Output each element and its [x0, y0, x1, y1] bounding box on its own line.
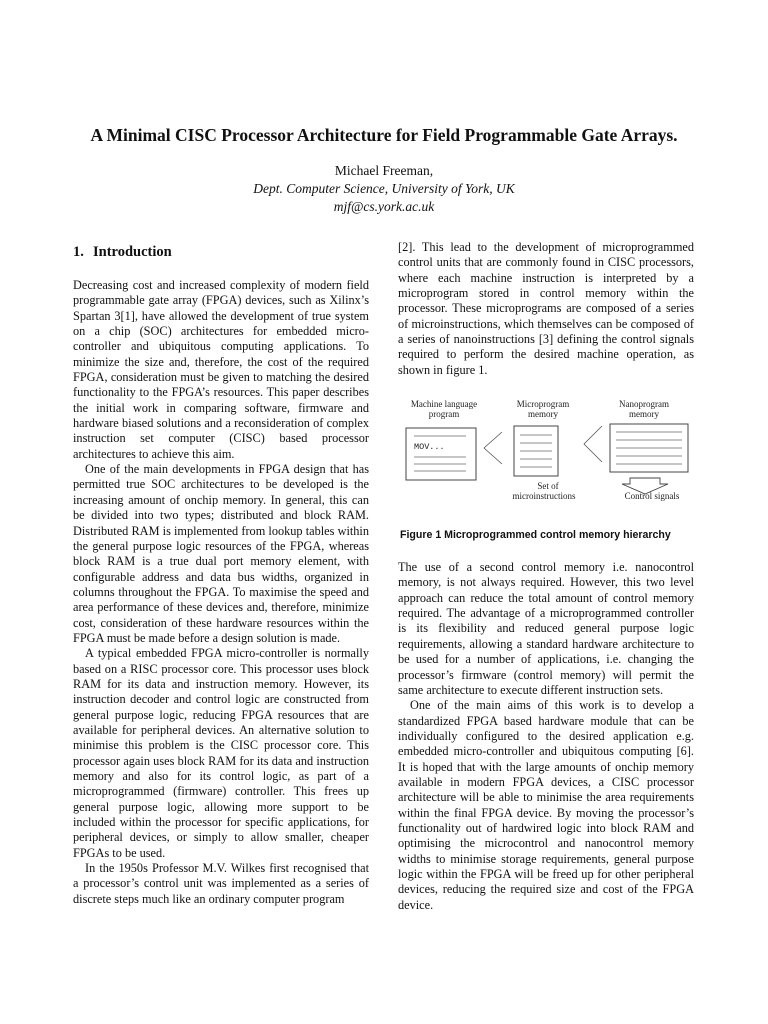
fig-label-nano-2: memory	[629, 409, 659, 420]
paragraph: The use of a second control memory i.e. nanocontrol memory, is not always required. However, this two level approach can reduce the total amount of control memory required. The advantage of a microprogrammed controller is its flexibility and reduced general purpose logic requirements, allowing a standard hardware architecture to be used for a number of applications, i.e. changing the processor’s firmware (control memory) will permit the same architecture to execute different instruction sets.	[398, 560, 694, 697]
fig-label-control: Control signals	[624, 491, 680, 502]
paragraph: Decreasing cost and increased complexity of modern field programmable gate array (FPGA) devices, such as Xilinx’s Spartan 3[1], have allowed the development of true system on a chip (SOC) architectures for embedded micro-controller and ubiquitous computing applications. To minimize the size and, therefore, the cost of the required FPGA, consideration must be given to matching the desired functionality to the FPGA’s resources. This paper describes the initial work in comparing software, firmware and hardware biased solutions and a reconsideration of complex instruction set computer (CISC) based processor architectures to achieve this aim.	[73, 278, 369, 461]
section-title: Introduction	[93, 244, 172, 260]
right-column	[398, 240, 694, 913]
arrow-machine-micro	[484, 432, 502, 464]
section-heading	[73, 243, 369, 261]
paragraph: [2]. This lead to the development of microprogrammed control units that are commonly found in CISC processors, where each machine instruction is interpreted by a microprogram stored in control memory within the processor. These microprograms are composed of a series of microinstructions, which themselves can be composed of a series of nanoinstructions [3] defining the control signals required to perform the desired machine operation, as shown in figure 1.	[398, 240, 694, 377]
fig-label-micro-1: Microprogram	[516, 399, 570, 410]
paragraph: In the 1950s Professor M.V. Wilkes first recognised that a processor’s control unit was implemented as a series of discrete steps much like an ordinary computer program	[73, 861, 369, 906]
figure-caption: Figure 1 Microprogrammed control memory hierarchy	[400, 529, 671, 542]
section-number: 1.	[73, 244, 84, 260]
fig-label-machine-1: Machine language	[410, 399, 478, 410]
fig-label-machine-2: program	[428, 409, 460, 420]
fig-label-set-1: Set of	[537, 481, 559, 492]
figure-1	[398, 398, 698, 516]
paragraph: One of the main developments in FPGA design that has permitted true SOC architectures to be developed is the increasing amount of onchip memory. In general, this can be divided into two types; distributed and block RAM. Distributed RAM is implemented from lookup tables within the general purpose logic resources of the FPGA, whereas block RAM is a true dual port memory element, with configurable address and data bus widths, organized in columns throughout the FPGA. To maximise the speed and area performance of these devices and, therefore, minimize cost, consideration of these hardware resources within the FPGA must be made before a design solution is made.	[73, 462, 369, 645]
figure-diagram	[398, 398, 698, 516]
author-affiliation: Dept. Computer Science, University of York, UK	[253, 181, 515, 196]
author-block	[40, 162, 728, 216]
paper-title: A Minimal CISC Processor Architecture for Field Programmable Gate Arrays.	[90, 125, 678, 145]
fig-label-nano-1: Nanoprogram	[619, 399, 669, 410]
left-column	[73, 240, 369, 907]
paragraph: A typical embedded FPGA micro-controller is normally based on a RISC processor core. This processor uses block RAM for its data and instruction memory. However, its instruction decoder and control logic are constructed from general purpose logic, reducing FPGA resources that are available for peripheral devices. An alternative solution to minimise this problem is the CISC processor core. This processor again uses block RAM for its data and instruction memory and also for its control logic, as part of a microprogrammed (firmware) controller. This frees up general purpose logic, allowing more support to be included within the processor for specific applications, for peripheral devices, or simply to allow smaller, cheaper FPGAs to be used.	[73, 646, 369, 860]
author-name: Michael Freeman,	[334, 163, 434, 178]
author-email: mjf@cs.york.ac.uk	[333, 199, 435, 214]
fig-instruction: MOV...	[414, 442, 445, 453]
paragraph: One of the main aims of this work is to develop a standardized FPGA based hardware module that can be individually configured to the desired application e.g. embedded micro-controller and ubiquitous computing [6]. It is hoped that with the large amounts of onchip memory available in modern FPGA devices, a CISC processor architecture will be able to minimise the area requirements within the final FPGA device. By moving the processor’s functionality out of hardwired logic into block RAM and optimising the microcontrol and nanocontrol memory widths to minimise storage requirements, general purpose logic within the FPGA will be freed up for other peripheral devices, reducing the required size and cost of the FPGA device.	[398, 698, 694, 912]
arrow-micro-nano	[584, 426, 602, 462]
fig-label-micro-2: memory	[528, 409, 558, 420]
fig-label-set-2: microinstructions	[512, 491, 576, 502]
